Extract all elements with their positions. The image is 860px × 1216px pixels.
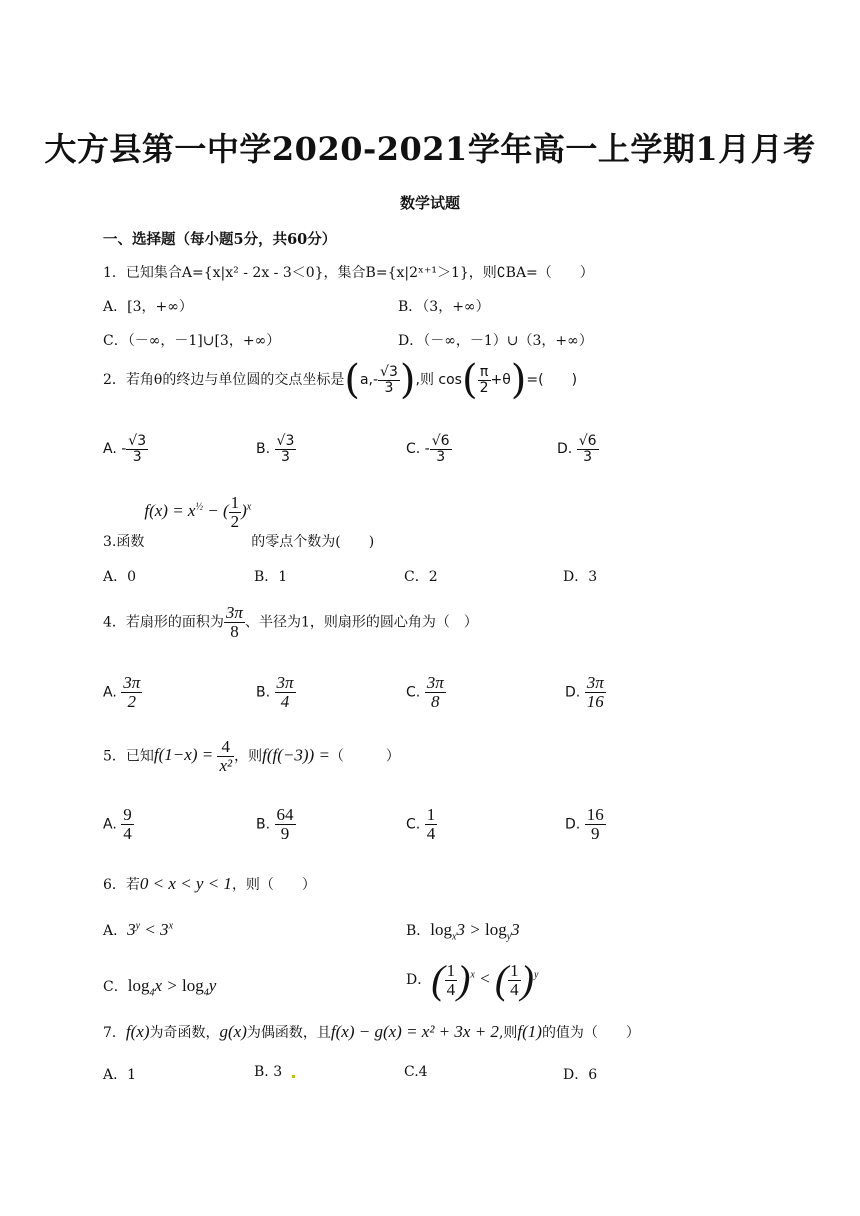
question-1-stem: 1．已知集合A={x|x² ‑ 2x ‑ 3＜0}，集合B={x|2ˣ⁺¹＞1}，则∁BA=（ ） [103,265,594,281]
stray-mark [292,1075,295,1078]
question-7-stem: 7．f(x)为奇函数，g(x)为偶函数，且f(x) − g(x) = x² + 3x + 2,则f(1)的值为（ ） [103,1022,640,1041]
question-6-stem [103,874,316,894]
q4-option-b: B. $\frac{3\pi}{4}$ [256,673,294,711]
q4-suffix: 、半径为1，则扇形的圆心角为（ ） [244,614,478,631]
q1-option-a: A．[3，+∞） [103,299,193,315]
q3-option-c: C．2 [404,569,438,585]
q6-condition: 0 < x < y < 1 [139,874,232,893]
q2-suffix: =( ) [526,372,578,388]
q3-function: $f(x) = x^{\frac{1}{2}}$ − ( $\frac{1}{2}$ )$^x$ [144,493,252,531]
q2-pi-over-2: $\frac{\pi}{2}$ [479,363,489,396]
q2-fraction: $\frac{√3}{3}$ [380,363,398,396]
q6-suffix: ，则（ ） [231,877,316,893]
q5-option-d: D. $\frac{16}{9}$ [565,805,604,843]
q7-option-a: A．1 [103,1067,137,1083]
question-3-stem [103,493,375,551]
q7-option-d: D．6 [563,1067,598,1083]
q3-option-d: D．3 [563,569,598,585]
exam-subtitle: 数学试题 [399,194,460,212]
q5-mid: ，则 [234,748,263,765]
q4-option-c: C. $\frac{3\pi}{8}$ [406,673,444,711]
q1-option-c: C．（－∞，－1]∪[3，+∞） [103,333,281,349]
q6-option-d: D．( $\frac{1}{4}$ )$^x$ < ( $\frac{1}{4}$ )$^y$ [406,957,539,1002]
q2-option-d: D. $\frac{√6}{3}$ [557,433,597,465]
q5-option-b: B. $\frac{64}{9}$ [256,805,294,843]
q7-option-c: C.4 [404,1064,428,1080]
q2-prefix: 2．若角θ的终边与单位圆的交点坐标是 [103,372,345,388]
question-2-stem: 2．若角θ的终边与单位圆的交点坐标是(a,- $\frac{√3}{3}$ ),则 cos( $\frac{\pi}{2}$ +θ)=( ) [103,357,578,403]
q6-option-c: C．$\log_4x > \log_4y$ [103,976,217,999]
q3-option-a: A．0 [103,569,137,585]
q5-given: f(1−x) = $\frac{4}{\text{x²}}$ [153,737,233,775]
question-4-stem [103,604,478,641]
q3-prefix: 3.函数 [103,534,145,551]
q1-option-b: B．（3，+∞） [398,299,490,315]
q3-option-b: B．1 [254,569,288,585]
q5-option-a: A. $\frac{9}{4}$ [103,805,132,843]
q6-prefix: 6．若 [103,877,140,893]
question-5-stem [103,738,400,775]
q2-option-c: C. - $\frac{√6}{3}$ [406,433,450,465]
q2-option-a: A. - $\frac{√3}{3}$ [103,433,147,465]
q4-option-a: A. $\frac{3\pi}{2}$ [103,673,141,711]
q5-option-c: C. $\frac{1}{4}$ [406,805,436,843]
q7-prefix: 7． [103,1025,126,1041]
q1-option-d: D．（－∞，－1）∪（3，+∞） [398,333,593,349]
q3-suffix: 的零点个数为( ) [251,534,375,551]
section-heading: 一、选择题（每小题5分，共60分） [103,231,337,248]
q6-option-a: A．$3^y < 3^x$ [103,920,174,939]
q5-expression: f(f(−3)) = [262,745,330,765]
q7-option-b: B. 3 [254,1064,283,1080]
q2-cos: ,则 cos [415,372,462,388]
q6-option-b: B．$\log_x3 > \log_y3$ [406,920,520,943]
q4-option-d: D. $\frac{3\pi}{16}$ [565,673,604,711]
q5-suffix: （ ） [329,748,400,765]
q4-area-fraction: $\frac{3\pi}{8}$ [225,603,243,641]
q2-point-a: a,- [359,372,379,388]
q5-prefix: 5．已知 [103,748,154,765]
exam-title: 大方县第一中学2020-2021学年高一上学期1月月考 [44,130,816,168]
q2-option-b: B. $\frac{√3}{3}$ [256,433,295,465]
q4-prefix: 4．若扇形的面积为 [103,614,224,631]
